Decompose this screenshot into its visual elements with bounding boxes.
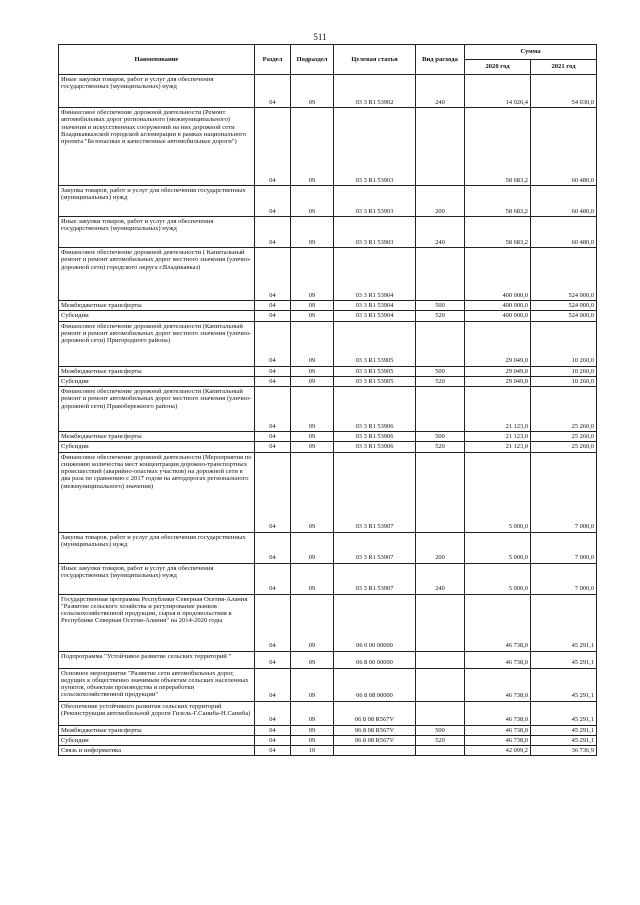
row-sum-2021: 36 736,9 <box>531 746 597 756</box>
row-podrazdel: 09 <box>291 387 334 432</box>
table-row <box>59 668 597 701</box>
row-sum-2021: 45 291,1 <box>531 701 597 725</box>
row-vid: 520 <box>416 311 465 321</box>
table-row <box>59 594 597 651</box>
row-statya: 03 3 R1 53905 <box>334 376 416 386</box>
row-vid: 500 <box>416 432 465 442</box>
row-razdel: 04 <box>255 217 291 248</box>
row-podrazdel: 09 <box>291 432 334 442</box>
row-sum-2021: 45 291,1 <box>531 651 597 668</box>
row-statya: 06 8 08 R567V <box>334 725 416 735</box>
row-vid <box>416 701 465 725</box>
row-sum-2020: 58 683,2 <box>465 186 531 217</box>
row-podrazdel: 09 <box>291 701 334 725</box>
row-name: Иные закупки товаров, работ и услуг для обеспечения государственных (муниципальных) нужд <box>59 217 255 248</box>
row-podrazdel: 09 <box>291 217 334 248</box>
row-sum-2020: 46 738,0 <box>465 701 531 725</box>
header-podrazdel: Подраздел <box>291 45 334 75</box>
row-razdel: 04 <box>255 311 291 321</box>
row-sum-2020: 21 123,0 <box>465 387 531 432</box>
row-vid <box>416 452 465 532</box>
row-razdel: 04 <box>255 75 291 108</box>
row-sum-2021: 60 480,0 <box>531 217 597 248</box>
row-name: Иные закупки товаров, работ и услуг для обеспечения государственных (муниципальных) нужд <box>59 563 255 594</box>
row-name: Финансовое обеспечение дорожной деятельности ( Капитальный ремонт и ремонт автомобильных дорог местного значения (улично-дорожной сети) городского округа г.Владикавказ) <box>59 248 255 301</box>
row-sum-2020: 400 000,0 <box>465 311 531 321</box>
row-sum-2021: 7 000,0 <box>531 563 597 594</box>
row-name: Закупка товаров, работ и услуг для обеспечения государственных (муниципальных) нужд <box>59 186 255 217</box>
header-statya: Целевая статья <box>334 45 416 75</box>
row-sum-2021: 45 291,1 <box>531 725 597 735</box>
row-statya: 03 3 R1 53902 <box>334 75 416 108</box>
row-statya: 03 3 R1 53905 <box>334 366 416 376</box>
row-razdel: 04 <box>255 651 291 668</box>
row-name: Финансовое обеспечение дорожной деятельности (Ремонт автомобильных дорог регионального (межмуниципального) значения и искусственных сооружений на них дорожной сети Владикавказской городской агломерации в рамках национального проекта "Безопасные и качественные автомобильные дороги") <box>59 108 255 186</box>
row-vid <box>416 746 465 756</box>
row-sum-2021: 524 000,0 <box>531 248 597 301</box>
budget-table <box>58 44 597 756</box>
table-row <box>59 217 597 248</box>
row-sum-2020: 46 738,0 <box>465 594 531 651</box>
row-vid: 200 <box>416 532 465 563</box>
row-statya: 03 3 R1 53903 <box>334 186 416 217</box>
row-name: Финансовое обеспечение дорожной деятельности (Мероприятия по снижению количества мест концентрации дорожно-транспортных происшествий (аварийно-опасных участков) на дорожной сети в два раза по сравнению с 2017 годом на автодорогах регионального (межмуниципального) значения) <box>59 452 255 532</box>
header-razdel: Раздел <box>255 45 291 75</box>
row-statya: 03 3 R1 53907 <box>334 563 416 594</box>
row-sum-2020: 29 049,0 <box>465 366 531 376</box>
row-statya <box>334 746 416 756</box>
row-podrazdel: 09 <box>291 366 334 376</box>
row-vid: 240 <box>416 563 465 594</box>
row-podrazdel: 09 <box>291 75 334 108</box>
row-sum-2021: 7 000,0 <box>531 532 597 563</box>
row-name: Иные закупки товаров, работ и услуг для обеспечения государственных (муниципальных) нужд <box>59 75 255 108</box>
row-name: Государственная программа Республики Северная Осетия-Алания "Развитие сельского хозяйства и регулирование рынков сельскохозяйственной продукции, сырья и продовольствия в Республике Северная Осетия-Алания" на 2014-2020 годы <box>59 594 255 651</box>
row-podrazdel: 09 <box>291 108 334 186</box>
row-sum-2020: 5 000,0 <box>465 452 531 532</box>
row-sum-2020: 5 000,0 <box>465 563 531 594</box>
row-statya: 03 3 R1 53906 <box>334 432 416 442</box>
row-podrazdel: 09 <box>291 532 334 563</box>
row-name: Межбюджетные трансферты <box>59 301 255 311</box>
row-razdel: 04 <box>255 725 291 735</box>
table-row <box>59 532 597 563</box>
row-razdel: 04 <box>255 735 291 745</box>
header-year-2020: 2020 год <box>465 60 531 75</box>
row-statya: 06 8 08 00000 <box>334 668 416 701</box>
row-razdel: 04 <box>255 668 291 701</box>
page-number: 511 <box>313 32 327 42</box>
row-statya: 03 3 R1 53907 <box>334 452 416 532</box>
row-statya: 06 8 00 00000 <box>334 651 416 668</box>
row-podrazdel: 09 <box>291 651 334 668</box>
table-row <box>59 432 597 442</box>
row-sum-2021: 45 291,1 <box>531 594 597 651</box>
row-sum-2020: 29 049,0 <box>465 321 531 366</box>
row-sum-2020: 29 049,0 <box>465 376 531 386</box>
row-name: Субсидии <box>59 442 255 452</box>
row-podrazdel: 09 <box>291 594 334 651</box>
row-name: Закупка товаров, работ и услуг для обеспечения государственных (муниципальных) нужд <box>59 532 255 563</box>
row-statya: 03 3 R1 53907 <box>334 532 416 563</box>
row-sum-2021: 45 291,1 <box>531 668 597 701</box>
table-row <box>59 746 597 756</box>
row-name: Межбюджетные трансферты <box>59 366 255 376</box>
row-statya: 03 3 R1 53906 <box>334 442 416 452</box>
row-razdel: 04 <box>255 452 291 532</box>
row-name: Субсидии <box>59 311 255 321</box>
row-statya: 03 3 R1 53906 <box>334 387 416 432</box>
row-vid: 500 <box>416 725 465 735</box>
row-razdel: 04 <box>255 701 291 725</box>
row-vid <box>416 594 465 651</box>
row-vid <box>416 387 465 432</box>
table-row <box>59 442 597 452</box>
row-podrazdel: 09 <box>291 376 334 386</box>
row-sum-2021: 10 260,0 <box>531 321 597 366</box>
row-podrazdel: 09 <box>291 248 334 301</box>
row-name: Основное мероприятие "Развитие сети автомобильных дорог, ведущих к общественно значимым объектам сельских населенных пунктов, объектам производства и переработки сельскохозяйственной продукции" <box>59 668 255 701</box>
row-podrazdel: 09 <box>291 452 334 532</box>
table-row <box>59 376 597 386</box>
row-vid: 200 <box>416 186 465 217</box>
row-podrazdel: 09 <box>291 442 334 452</box>
row-sum-2020: 46 738,0 <box>465 668 531 701</box>
row-name: Обеспечение устойчивого развития сельских территорий (Реконструкция автомобильной дороги Гизель-Г.Саниба-Н.Саниба) <box>59 701 255 725</box>
table-row <box>59 108 597 186</box>
row-vid <box>416 668 465 701</box>
row-name: Субсидии <box>59 735 255 745</box>
table-row <box>59 186 597 217</box>
row-sum-2021: 60 480,0 <box>531 186 597 217</box>
table-row <box>59 651 597 668</box>
row-podrazdel: 09 <box>291 301 334 311</box>
header-vid: Вид расхода <box>416 45 465 75</box>
row-name: Субсидии <box>59 376 255 386</box>
table-row <box>59 321 597 366</box>
row-sum-2020: 400 000,0 <box>465 248 531 301</box>
table-row <box>59 311 597 321</box>
row-name: Подпрограмма "Устойчивое развитие сельских территорий " <box>59 651 255 668</box>
row-sum-2020: 46 738,0 <box>465 725 531 735</box>
row-vid <box>416 651 465 668</box>
row-razdel: 04 <box>255 594 291 651</box>
row-razdel: 04 <box>255 108 291 186</box>
row-vid: 500 <box>416 301 465 311</box>
row-sum-2021: 45 291,1 <box>531 735 597 745</box>
row-name: Межбюджетные трансферты <box>59 725 255 735</box>
table-row <box>59 75 597 108</box>
row-statya: 03 3 R1 53904 <box>334 301 416 311</box>
row-razdel: 04 <box>255 387 291 432</box>
table-row <box>59 301 597 311</box>
row-razdel: 04 <box>255 186 291 217</box>
row-sum-2020: 21 123,0 <box>465 432 531 442</box>
row-razdel: 04 <box>255 376 291 386</box>
row-sum-2021: 524 000,0 <box>531 311 597 321</box>
row-name: Связь и информатика <box>59 746 255 756</box>
row-podrazdel: 09 <box>291 735 334 745</box>
header-name: Наименование <box>59 45 255 75</box>
row-vid: 240 <box>416 75 465 108</box>
row-sum-2020: 58 683,2 <box>465 217 531 248</box>
row-sum-2020: 58 683,2 <box>465 108 531 186</box>
row-sum-2020: 14 026,4 <box>465 75 531 108</box>
row-razdel: 04 <box>255 366 291 376</box>
row-podrazdel: 09 <box>291 321 334 366</box>
row-razdel: 04 <box>255 321 291 366</box>
row-statya: 03 3 R1 53904 <box>334 311 416 321</box>
row-sum-2021: 10 260,0 <box>531 376 597 386</box>
row-razdel: 04 <box>255 248 291 301</box>
row-podrazdel: 09 <box>291 311 334 321</box>
row-razdel: 04 <box>255 301 291 311</box>
row-sum-2020: 400 000,0 <box>465 301 531 311</box>
row-podrazdel: 09 <box>291 725 334 735</box>
row-sum-2021: 25 260,0 <box>531 442 597 452</box>
row-vid <box>416 321 465 366</box>
table-row <box>59 452 597 532</box>
row-razdel: 04 <box>255 563 291 594</box>
row-sum-2021: 7 000,0 <box>531 452 597 532</box>
row-statya: 06 8 08 R567V <box>334 701 416 725</box>
row-statya: 03 3 R1 53905 <box>334 321 416 366</box>
row-razdel: 04 <box>255 532 291 563</box>
header-year-2021: 2021 год <box>531 60 597 75</box>
header-row <box>59 45 597 60</box>
row-name: Межбюджетные трансферты <box>59 432 255 442</box>
row-podrazdel: 10 <box>291 746 334 756</box>
table-row <box>59 248 597 301</box>
row-name: Финансовое обеспечение дорожной деятельности (Капитальный ремонт и ремонт автомобильных дорог местного значения (улично-дорожной сети) Правобережного района) <box>59 387 255 432</box>
row-sum-2020: 46 738,0 <box>465 651 531 668</box>
row-sum-2021: 25 260,0 <box>531 432 597 442</box>
row-statya: 03 3 R1 53903 <box>334 108 416 186</box>
row-sum-2021: 10 260,0 <box>531 366 597 376</box>
header-summa: Сумма <box>465 45 597 60</box>
table-row <box>59 735 597 745</box>
row-sum-2021: 524 000,0 <box>531 301 597 311</box>
row-razdel: 04 <box>255 432 291 442</box>
row-sum-2020: 42 099,2 <box>465 746 531 756</box>
table-row <box>59 563 597 594</box>
row-razdel: 04 <box>255 442 291 452</box>
row-razdel: 04 <box>255 746 291 756</box>
row-vid: 520 <box>416 735 465 745</box>
row-statya: 06 8 08 R567V <box>334 735 416 745</box>
row-sum-2020: 46 738,0 <box>465 735 531 745</box>
row-vid: 240 <box>416 217 465 248</box>
row-sum-2021: 60 480,0 <box>531 108 597 186</box>
row-podrazdel: 09 <box>291 186 334 217</box>
row-podrazdel: 09 <box>291 668 334 701</box>
table-row <box>59 725 597 735</box>
row-vid: 520 <box>416 442 465 452</box>
row-vid <box>416 248 465 301</box>
row-statya: 06 0 00 00000 <box>334 594 416 651</box>
row-sum-2020: 21 123,0 <box>465 442 531 452</box>
row-vid: 520 <box>416 376 465 386</box>
row-statya: 03 3 R1 53904 <box>334 248 416 301</box>
row-vid <box>416 108 465 186</box>
row-sum-2020: 5 000,0 <box>465 532 531 563</box>
row-sum-2021: 25 260,0 <box>531 387 597 432</box>
row-name: Финансовое обеспечение дорожной деятельности (Капитальный ремонт и ремонт автомобильных дорог местного значения (улично-дорожной сети) Пригородного района) <box>59 321 255 366</box>
row-statya: 03 3 R1 53903 <box>334 217 416 248</box>
row-podrazdel: 09 <box>291 563 334 594</box>
row-vid: 500 <box>416 366 465 376</box>
table-row <box>59 366 597 376</box>
table-row <box>59 701 597 725</box>
row-sum-2021: 54 030,0 <box>531 75 597 108</box>
table-row <box>59 387 597 432</box>
